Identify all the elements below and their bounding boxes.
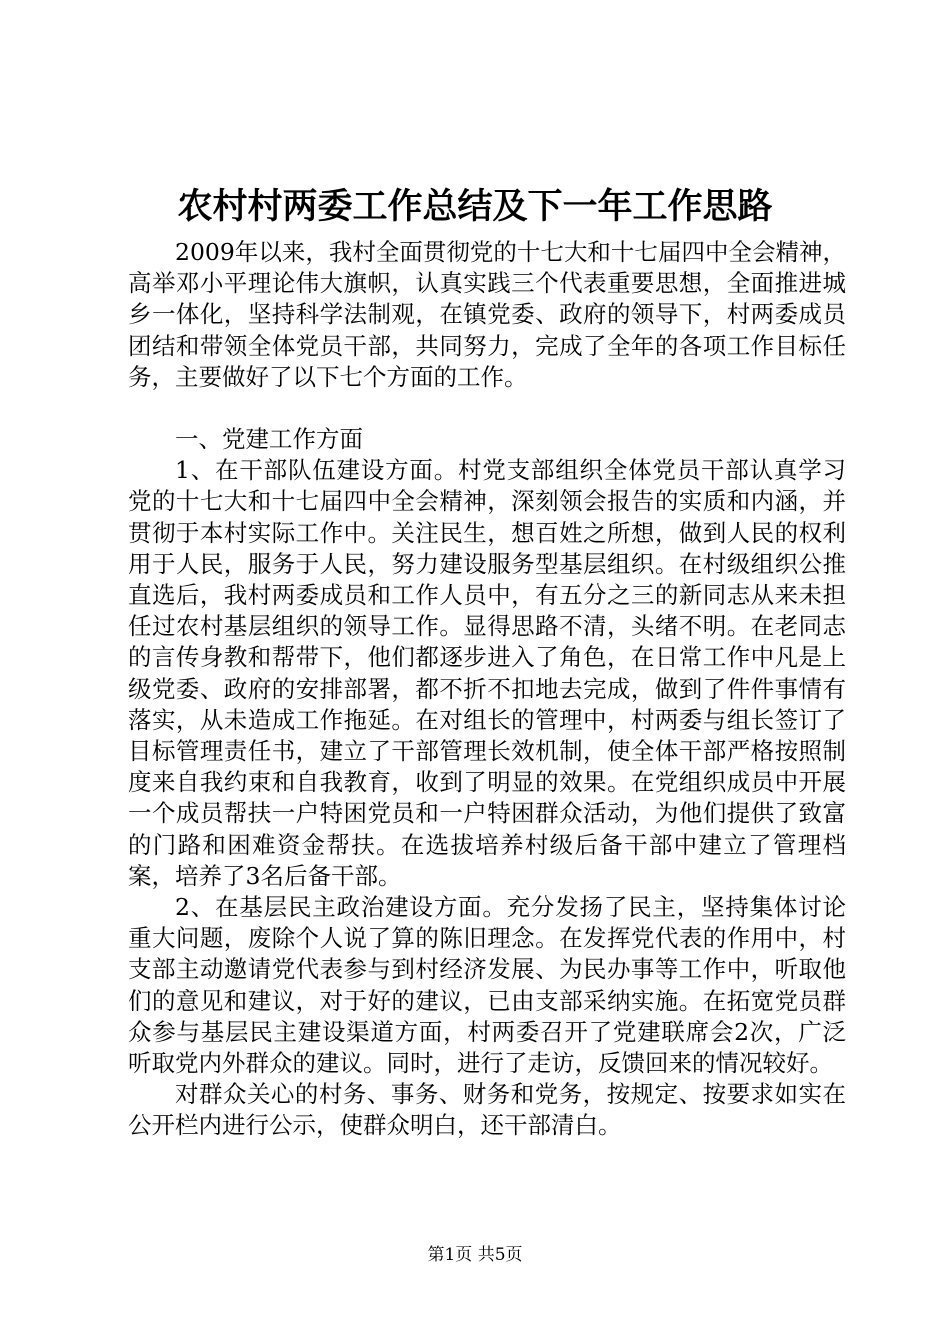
section-heading-party-building: 一、党建工作方面 <box>175 425 363 454</box>
paragraph-grassroots-democracy: 2、在基层民主政治建设方面。充分发扬了民主，坚持集体讨论重大问题，废除个人说了算的陈旧理念。在发挥党代表的作用中，村支部主动邀请党代表参与到村经济发展、为民办事等工作中，听取他们的意见和建议，对于好的建议，已由支部采纳实施。在拓宽党员群众参与基层民主建设渠道方面，村两委召开了党建联席会2次，广泛听取党内外群众的建议。同时，进行了走访，反馈回来的情况较好。 <box>128 893 846 1078</box>
document-body <box>128 237 846 1142</box>
page-footer: 第1页 共5页 <box>427 1245 523 1265</box>
paragraph-intro: 2009年以来，我村全面贯彻党的十七大和十七届四中全会精神，高举邓小平理论伟大旗帜，认真实践三个代表重要思想，全面推进城乡一体化，坚持科学法制观，在镇党委、政府的领导下，村两委成员团结和带领全体党员干部，共同努力，完成了全年的各项工作目标任务，主要做好了以下七个方面的工作。 <box>128 238 846 391</box>
paragraph-public-affairs: 对群众关心的村务、事务、财务和党务，按规定、按要求如实在公开栏内进行公示，使群众明白，还干部清白。 <box>128 1080 846 1140</box>
document-title: 农村村两委工作总结及下一年工作思路 <box>177 186 773 227</box>
paragraph-cadre-team: 1、在干部队伍建设方面。村党支部组织全体党员干部认真学习党的十七大和十七届四中全会精神，深刻领会报告的实质和内涵，并贯彻于本村实际工作中。关注民生，想百姓之所想，做到人民的权利用于人民，服务于人民，努力建设服务型基层组织。在村级组织公推直选后，我村两委成员和工作人员中，有五分之三的新同志从来未担任过农村基层组织的领导工作。显得思路不清，头绪不明。在老同志的言传身教和帮带下，他们都逐步进入了角色，在日常工作中凡是上级党委、政府的安排部署，都不折不扣地去完成，做到了件件事情有落实，从未造成工作拖延。在对组长的管理中，村两委与组长签订了目标管理责任书，建立了干部管理长效机制，使全体干部严格按照制度来自我约束和自我教育，收到了明显的效果。在党组织成员中开展一个成员帮扶一户特困党员和一户特困群众活动，为他们提供了致富的门路和困难资金帮扶。在选拔培养村级后备干部中建立了管理档案，培养了3名后备干部。 <box>128 456 846 890</box>
